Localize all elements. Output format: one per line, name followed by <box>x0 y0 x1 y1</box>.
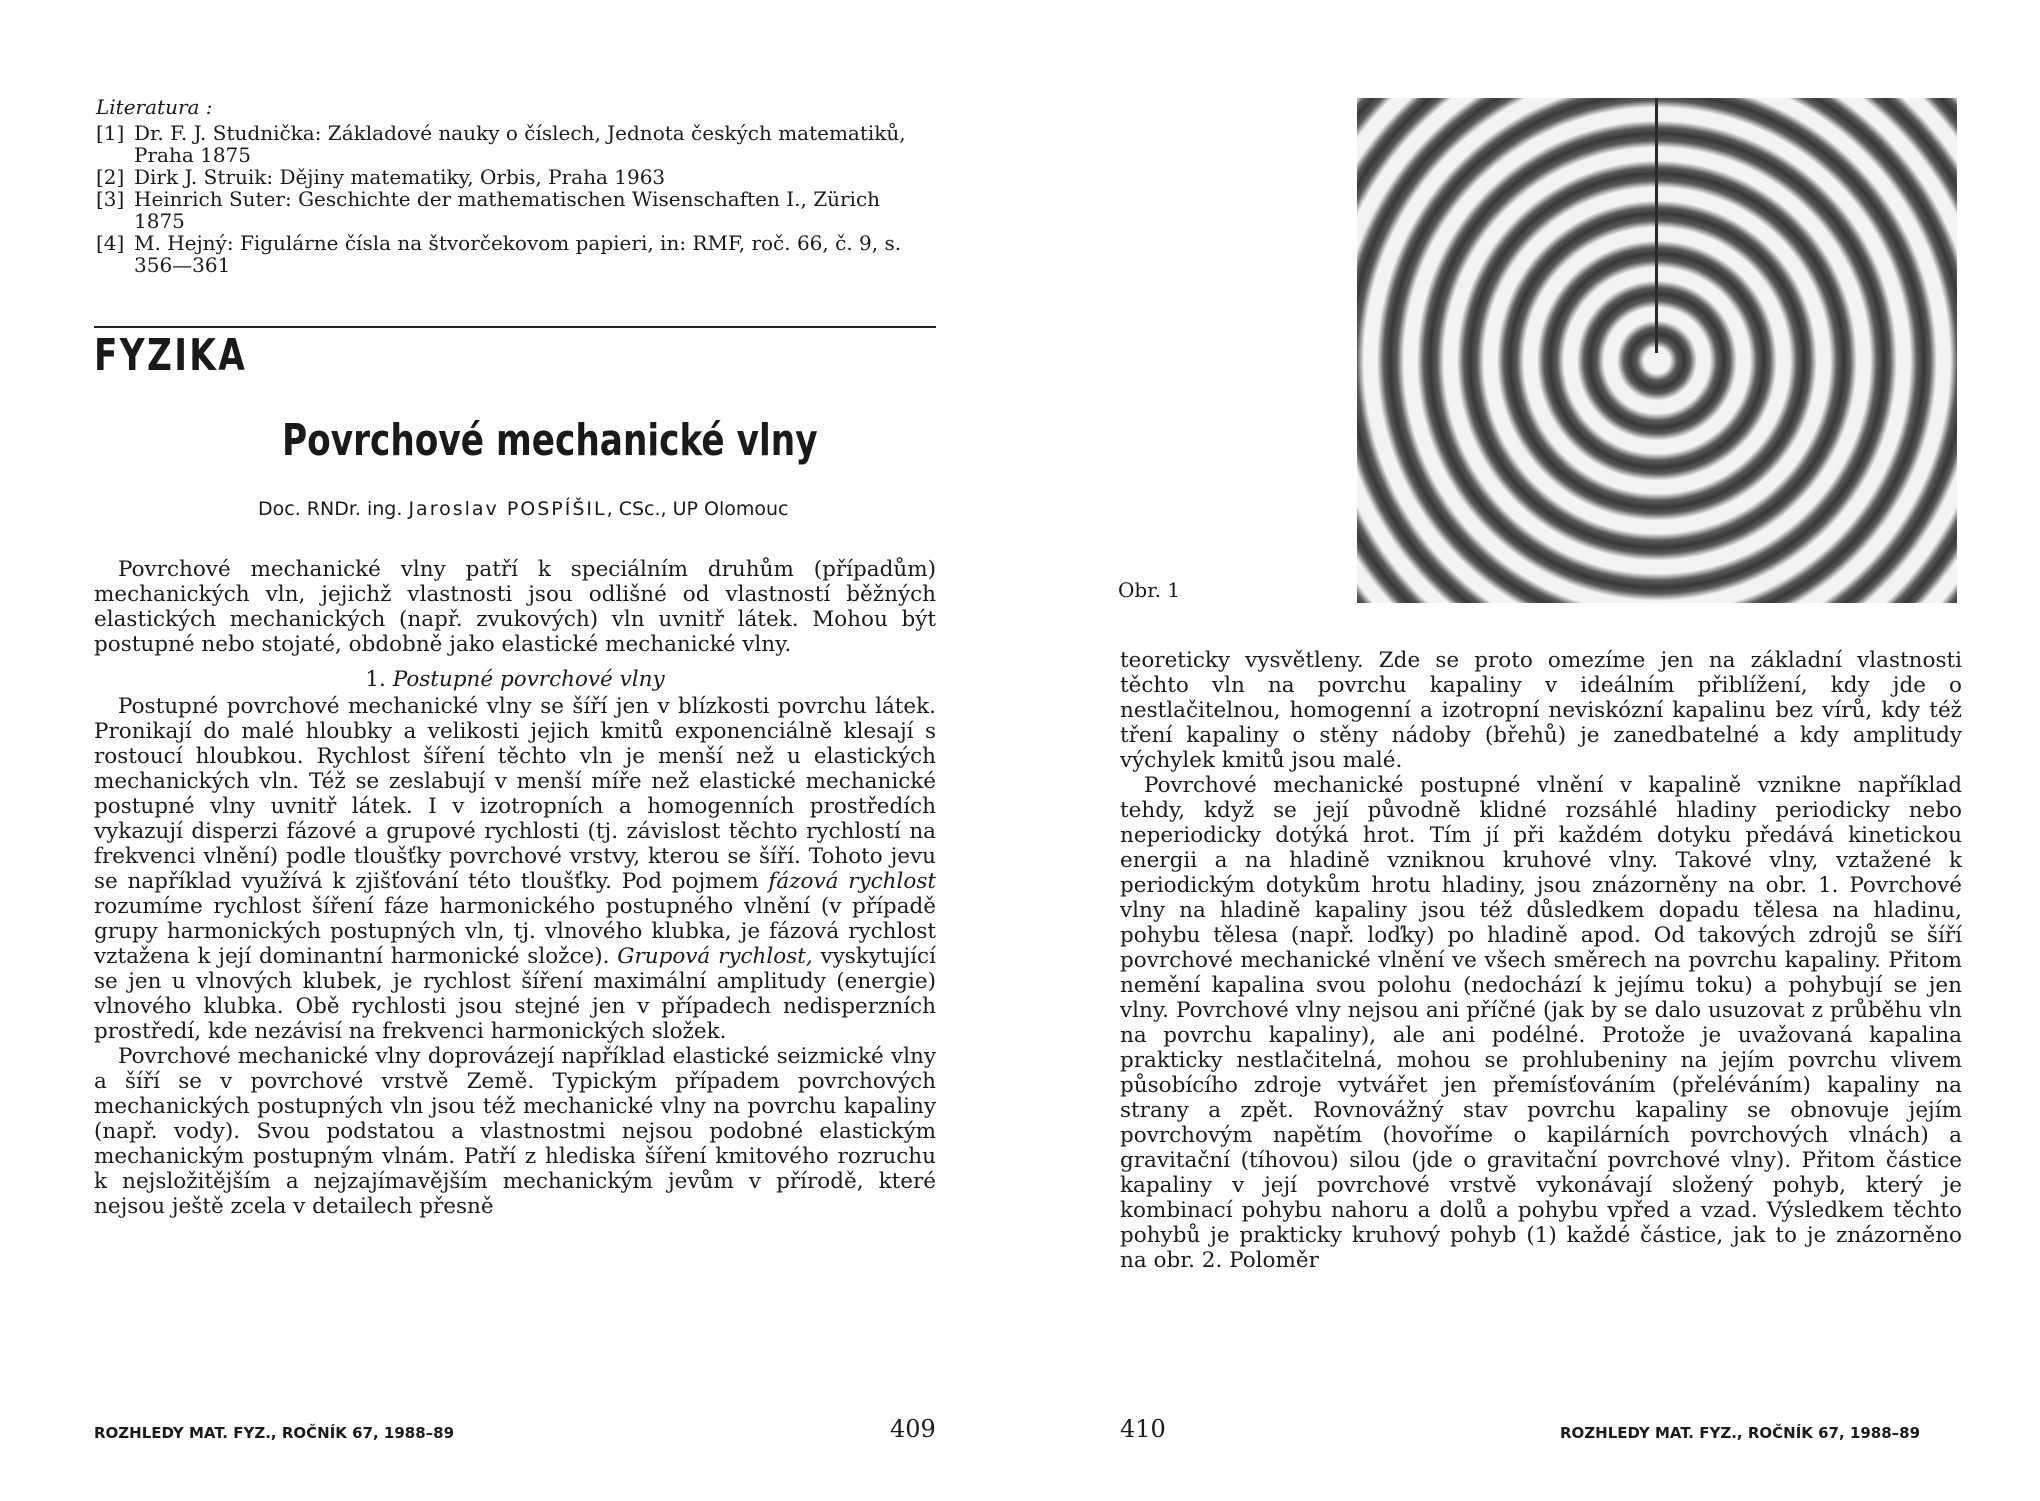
journal-footer: ROZHLEDY MAT. FYZ., ROČNÍK 67, 1988–89 <box>1560 1424 1921 1442</box>
figure-caption: Obr. 1 <box>1118 578 1181 602</box>
reference-number: [2] <box>96 165 125 189</box>
reference-item <box>96 166 936 188</box>
paragraph: Povrchové mechanické vlny doprovázejí například elastické seizmické vlny a šíří se v povrchové vrstvě Země. Typickým případem povrchových mechanických postupných vln jsou též mechanické vlny na povrchu kapaliny (např. vody). Svou podstatou a vlastnostmi nejsou podobné elastickým mechanickým postupným vlnám. Patří z hlediska šíření kmitového rozruchu k nejsložitějším a nejzajímavějším mechanickým jevům v přírodě, které nejsou ještě zcela v detailech přesně <box>94 1044 936 1219</box>
article-author <box>258 498 788 520</box>
reference-item <box>96 188 936 232</box>
contact-tip-line <box>1655 98 1658 353</box>
page-number: 410 <box>1120 1415 1166 1443</box>
reference-number: [4] <box>96 231 125 255</box>
paragraph: teoreticky vysvětleny. Zde se proto omezíme jen na základní vlastnosti těchto vln na povrchu kapaliny v ideálním přiblížení, kdy jde o nestlačitelnou, homogenní a izotropní neviskózní kapalinu bez vírů, kdy též tření kapaliny o stěny nádoby (břehů) je zanedbatelné a kdy amplitudy výchylek kmitů jsou malé. <box>1120 648 1962 773</box>
section-heading: FYZIKA <box>94 330 248 381</box>
literature-list <box>96 96 936 276</box>
author-name: Jaroslav POSPÍŠIL <box>408 498 607 520</box>
reference-number: [3] <box>96 187 125 211</box>
article-title: Povrchové mechanické vlny <box>282 415 818 466</box>
text-run: Postupné povrchové mechanické vlny se šíří jen v blízkosti povrchu látek. Pronikají do malé hloubky a velikosti jejich kmitů exponenciálně klesají s rostoucí hloubkou. Rychlost šíření těchto vln je menší než u elastických mechanických vln. Též se zeslabují v menší míře než elastické mechanické postupné vlny uvnitř látek. I v izotropních a homogenních prostředích vykazují disperzi fázové a grupové rychlosti (tj. závislost těchto rychlostí na frekvenci vlnění) podle tloušťky povrchové vrstvy, kterou se šíří. Tohoto jevu se například využívá k zjišťování této tloušťky. Pod pojmem <box>94 694 936 894</box>
literature-heading: Literatura : <box>96 95 213 119</box>
subsection-number: 1. <box>365 667 386 692</box>
author-prefix: Doc. RNDr. ing. <box>258 498 403 520</box>
text-run: vyskytující se jen u vlnových klubek, je rychlost šíření maximální amplitudy (energie) vlnového klubka. Obě rychlosti jsou stejné jen v případech nedisperzních prostředí, kde nezávisí na frekvenci harmonických složek. <box>94 944 936 1044</box>
subsection-heading <box>94 667 936 692</box>
journal-footer: ROZHLEDY MAT. FYZ., ROČNÍK 67, 1988–89 <box>94 1424 455 1442</box>
reference-text: Dr. F. J. Studnička: Základové nauky o číslech, Jednota českých matematiků, Praha 1875 <box>134 121 906 167</box>
subsection-title: Postupné povrchové vlny <box>392 667 665 692</box>
article-body-left <box>94 557 936 1219</box>
wave-rings-figure <box>1357 98 1957 603</box>
page-number: 409 <box>890 1415 936 1443</box>
article-body-right <box>1120 648 1962 1273</box>
reference-number: [1] <box>96 121 125 145</box>
reference-item <box>96 122 936 166</box>
reference-item <box>96 232 936 276</box>
right-page <box>1020 0 2040 1501</box>
reference-text: M. Hejný: Figulárne čísla na štvorčekovom papieri, in: RMF, roč. 66, č. 9, s. 356—361 <box>134 231 902 277</box>
term-group-velocity: Grupová rychlost, <box>617 944 813 969</box>
section-divider <box>94 326 936 328</box>
reference-text: Dirk J. Struik: Dějiny matematiky, Orbis, Praha 1963 <box>134 165 666 189</box>
reference-text: Heinrich Suter: Geschichte der mathematischen Wisenschaften I., Zürich 1875 <box>134 187 881 233</box>
paragraph: Povrchové mechanické postupné vlnění v kapalině vznikne například tehdy, když se její původně klidné rozsáhlé hladiny periodicky nebo neperiodicky dotýká hrot. Tím jí při každém dotyku předává kinetickou energii a na hladině vzniknou kruhové vlny. Takové vlny, vztažené k periodickým dotykům hrotu hladiny, jsou znázorněny na obr. 1. Povrchové vlny na hladině kapaliny jsou též důsledkem dopadu tělesa na hladinu, pohybu tělesa (např. loďky) po hladině apod. Od takových zdrojů se šíří povrchové mechanické vlnění ve všech směrech na povrchu kapaliny. Přitom nemění kapalina svou polohu (nedochází k jejímu toku) a pohybují se jen vlny. Povrchové vlny nejsou ani příčné (jak by se dalo usuzovat z průběhu vln na povrchu kapaliny), ale ani podélné. Protože je uvažovaná kapalina prakticky nestlačitelná, mohou se prohlubeniny na jejím povrchu vlivem působícího zdroje vytvářet jen přemísťováním (přeléváním) kapaliny na strany a zpět. Rovnovážný stav povrchu kapaliny se obnovuje jejím povrchovým napětím (hovoříme o kapilárních povrchových vlnách) a gravitační (tíhovou) silou (jde o gravitační povrchové vlny). Přitom částice kapaliny v její povrchové vrstvě vykonávají složený pohyb, který je kombinací pohybu nahoru a dolů a pohybu vpřed a vzad. Výsledkem těchto pohybů je prakticky kruhový pohyb (1) každé částice, jak to je znázorněno na obr. 2. Poloměr <box>1120 773 1962 1273</box>
paragraph: Povrchové mechanické vlny patří k speciálním druhům (případům) mechanických vln, jejichž vlastnosti jsou odlišné od vlastností běžných elastických mechanických (např. zvukových) vln uvnitř látek. Mohou být postupné nebo stojaté, obdobně jako elastické mechanické vlny. <box>94 557 936 657</box>
term-phase-velocity: fázová rychlost <box>768 869 936 894</box>
author-suffix: , CSc., UP Olomouc <box>606 498 789 520</box>
text-run: rozumíme rychlost šíření fáze harmonického postupného vlnění (v případě grupy harmonických postupných vln, tj. vlnového klubka, je fázová rychlost vztažena k její dominantní harmonické složce). <box>94 894 936 969</box>
paragraph <box>94 694 936 1044</box>
